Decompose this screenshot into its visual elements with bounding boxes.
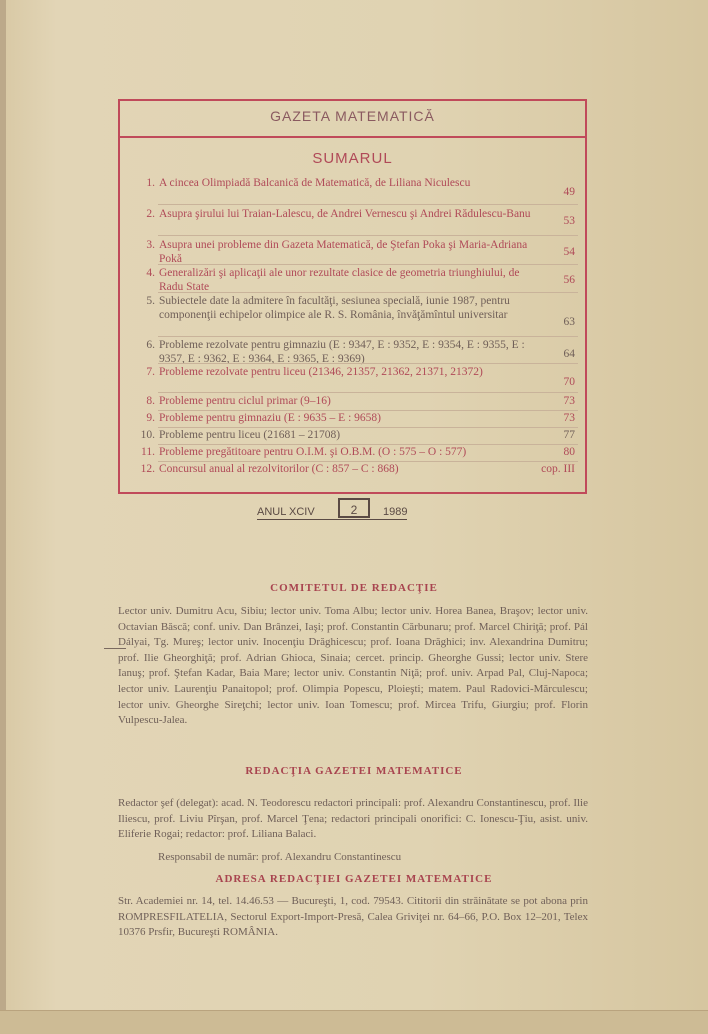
toc-title: Probleme pentru liceu (21681 – 21708) (159, 429, 341, 441)
toc-number: 11. (141, 446, 155, 458)
toc-separator (158, 336, 578, 337)
toc-page: cop. III (541, 463, 575, 475)
toc-title: Generalizări şi aplicaţii ale unor rezultate clasice de geometria triunghiului, de Radu State (159, 267, 520, 293)
toc-separator (158, 392, 578, 393)
toc-number: 12. (140, 463, 155, 475)
address-text: Str. Academiei nr. 14, tel. 14.46.53 — Bucureşti, 1, cod. 79543. Cititorii din străinătate se pot abona prin ROMPRESFILATELIA, Sectorul Export-Import-Presă, Calea Griviţei nr. 64–66, P.O. Box 12–201, Telex 10376 Prsfir, Bucureşti ROMÂNIA. (118, 895, 588, 939)
toc-title: Probleme pentru gimnaziu (E : 9635 – E : 9658) (159, 412, 381, 424)
toc-title: Probleme pentru ciclul primar (9–16) (159, 395, 331, 407)
toc-page: 73 (563, 395, 575, 407)
toc-number: 7. (146, 366, 155, 378)
editorial-heading: REDACŢIA GAZETEI MATEMATICE (245, 765, 463, 777)
volume-label: ANUL XCIV (257, 506, 315, 518)
responsible-text: Responsabil de număr: prof. Alexandru Constantinescu (158, 851, 402, 863)
summary-title: SUMARUL (312, 150, 393, 167)
toc-page: 53 (563, 215, 575, 227)
issue-number-box: 2 (338, 498, 370, 518)
address-heading: ADRESA REDACŢIEI GAZETEI MATEMATICE (215, 873, 493, 885)
toc-title: Asupra şirului lui Traian-Lalescu, de Andrei Vernescu şi Andrei Rădulescu-Banu (159, 208, 531, 220)
toc-page: 70 (563, 376, 575, 388)
toc-page: 73 (563, 412, 575, 424)
committee-text: Lector univ. Dumitru Acu, Sibiu; lector univ. Toma Albu; lector univ. Horea Banea, Braşov; lector univ. Octavian Băscă; conf. univ. Dan Brânzei, Iaşi; prof. Constantin Cărbunaru; prof. Marcel Chiriţă; prof. Pál Dályai, Tg. Mureş; lector univ. Inocenţiu Drăghicescu; prof. Ioana Drăghici; inv. Alexandrina Dumitru; prof. Ilie Gheorghiţă; prof. Adrian Ghioca, Sinaia; cercet. princip. Gheorghe Gussi; lector univ. Stere Ianuş; prof. Ştefan Kadar, Baia Mare; lector univ. Constantin Niţă; prof. univ. Arpad Pal, Cluj-Napoca; lector univ. Laurenţiu Panaitopol; prof. Olimpia Popescu, Ploieşti; matem. Paul Radovici-Mărculescu; lector univ. Gheorghe Sireţchi; lector univ. Ioan Tomescu; prof. Mircea Trifu, Giurgiu; prof. Florin Vulpescu-Jalea. (118, 605, 588, 727)
toc-title: Concursul anual al rezolvitorilor (C : 857 – C : 868) (159, 463, 399, 475)
toc-title: Asupra unei probleme din Gazeta Matematică, de Ştefan Poka şi Maria-Adriana Pokă (159, 239, 528, 265)
toc-page: 63 (563, 316, 575, 328)
toc-number: 6. (146, 339, 155, 351)
toc-page: 54 (563, 246, 575, 258)
magazine-title: GAZETA MATEMATICĂ (270, 108, 435, 124)
toc-title: Probleme rezolvate pentru gimnaziu (E : 9347, E : 9352, E : 9354, E : 9355, E : 9357, E : 9362, E : 9364, E : 9365, E : 9369) (159, 339, 525, 365)
title-divider (120, 136, 585, 138)
toc-title: A cincea Olimpiadă Balcanică de Matematică, de Liliana Niculescu (159, 177, 471, 189)
issue-year: 1989 (383, 506, 408, 518)
issue-info (257, 498, 447, 522)
issue-underline (257, 519, 407, 520)
toc-separator (158, 363, 578, 364)
toc-title: Probleme pregătitoare pentru O.I.M. şi O.B.M. (O : 575 – O : 577) (159, 446, 467, 458)
toc-number: 4. (146, 267, 155, 279)
toc-number: 10. (140, 429, 155, 441)
toc-page: 77 (563, 429, 575, 441)
toc-page: 56 (563, 274, 575, 286)
bottom-page-edge (0, 1010, 708, 1034)
toc-title: Probleme rezolvate pentru liceu (21346, 21357, 21362, 21371, 21372) (159, 366, 483, 378)
toc-separator (158, 264, 578, 265)
toc-title: Subiectele date la admitere în facultăţi, sesiunea specială, iunie 1987, pentru componenţii echipelor olimpice ale R. S. România, învăţămîntul universitar (159, 295, 510, 321)
toc-separator (158, 235, 578, 236)
toc-separator (158, 204, 578, 205)
committee-heading: COMITETUL DE REDACŢIE (270, 582, 438, 594)
toc-number: 9. (146, 412, 155, 424)
editorial-text: Redactor şef (delegat): acad. N. Teodorescu redactori principali: prof. Alexandru Constantinescu, prof. Ilie Iliescu, prof. Liviu Pîrşan, prof. Marcel Ţena; redactori principali onorifici: C. Ionescu-Ţiu, asist. univ. Eliferie Rogai; redactor: prof. Liliana Balaci. (118, 797, 588, 841)
toc-number: 8. (146, 395, 155, 407)
toc-number: 5. (146, 295, 155, 307)
toc-page: 49 (563, 186, 575, 198)
toc-number: 1. (146, 177, 155, 189)
toc-number: 2. (146, 208, 155, 220)
toc-separator (158, 292, 578, 293)
toc-page: 80 (563, 446, 575, 458)
toc-page: 64 (563, 348, 575, 360)
toc-number: 3. (146, 239, 155, 251)
